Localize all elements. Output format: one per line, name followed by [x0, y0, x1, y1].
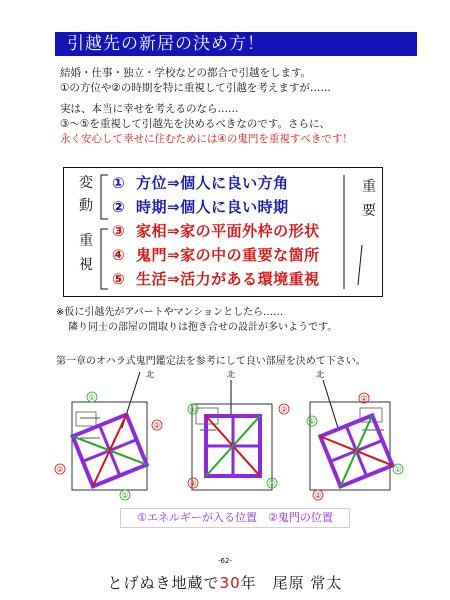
- svg-text:①: ①: [88, 393, 96, 402]
- label-juuyou-1: 重: [362, 179, 376, 195]
- svg-text:①: ①: [394, 465, 402, 474]
- intro-text: [60, 66, 420, 147]
- priority-item-1: ① 方位⇒個人に良い方角: [112, 174, 289, 192]
- room-diagram-right: [307, 369, 403, 500]
- room-outline-3: [310, 402, 390, 490]
- label-juuyou-2: 要: [362, 203, 376, 219]
- svg-text:②: ②: [314, 491, 322, 500]
- svg-text:②: ②: [280, 405, 288, 414]
- instruction-text: 第一章のオハラ式鬼門鑑定法を参考にして良い部屋を決めて下さい。: [56, 356, 366, 367]
- svg-text:②: ②: [56, 465, 64, 474]
- footer-author: とげぬき地蔵で30年 尾原 常太: [107, 574, 343, 592]
- note-line-1: ※仮に引越先がアパートやマンションとしたら……: [56, 307, 284, 318]
- north-label-1: 北: [146, 370, 154, 379]
- svg-text:②: ②: [189, 479, 197, 488]
- priority-item-4: ④ 鬼門⇒家の中の重要な箇所: [112, 246, 320, 264]
- priority-item-2: ② 時期⇒個人に良い時期: [112, 198, 289, 216]
- svg-text:①: ①: [189, 405, 197, 414]
- priority-box: [63, 167, 383, 297]
- diagram-legend: ①エネルギーが入る位置 ②鬼門の位置: [120, 508, 350, 528]
- note-text: [56, 305, 337, 335]
- svg-text:②: ②: [153, 421, 161, 430]
- kimon-frame-3: [320, 415, 392, 486]
- svg-text:①: ①: [308, 417, 316, 426]
- north-line-3: [323, 380, 338, 428]
- intro-line-1: 結婚・仕事・独立・学校などの都合で引越をします。: [60, 67, 312, 79]
- page-number: -62-: [218, 557, 232, 565]
- intro-line-4: ③～⑤を重視して引越先を決めるべきなのです。さらに、: [60, 118, 330, 130]
- room-diagrams: [40, 368, 430, 518]
- label-hendo-2: 動: [79, 198, 93, 214]
- priority-item-3: ③ 家相⇒家の平面外枠の形状: [112, 222, 320, 240]
- room-outline-1: [72, 402, 147, 490]
- svg-text:①: ①: [121, 491, 129, 500]
- intro-line-3: 実は、本当に幸せを考えるのなら……: [60, 103, 239, 115]
- label-juushi-2: 視: [79, 257, 93, 273]
- north-label-3: 北: [316, 370, 324, 379]
- north-label-2: 北: [227, 370, 235, 379]
- svg-text:①: ①: [268, 479, 276, 488]
- label-hendo-1: 変: [79, 175, 93, 191]
- intro-line-5: 永く安心して幸せに住むためには④の鬼門を重視すべきです！: [60, 133, 353, 145]
- svg-text:②: ②: [360, 394, 368, 403]
- page-title: 引越先の新居の決め方！: [55, 32, 417, 56]
- kimon-frame-2: [206, 416, 260, 476]
- priority-item-5: ⑤ 生活⇒活力がある環境重視: [112, 270, 320, 288]
- note-line-2: 隣り同士の部屋の間取りは抱き合せの設計が多いようです。: [68, 322, 338, 333]
- left-bracket: [98, 173, 110, 293]
- room-diagram-left: [55, 369, 162, 500]
- label-juushi-1: 重: [79, 233, 93, 249]
- kimon-frame-1: [73, 415, 147, 487]
- room-diagram-center: [188, 369, 289, 490]
- intro-line-2: ①の方位や②の時期を特に重視して引越を考えますが……: [60, 82, 331, 94]
